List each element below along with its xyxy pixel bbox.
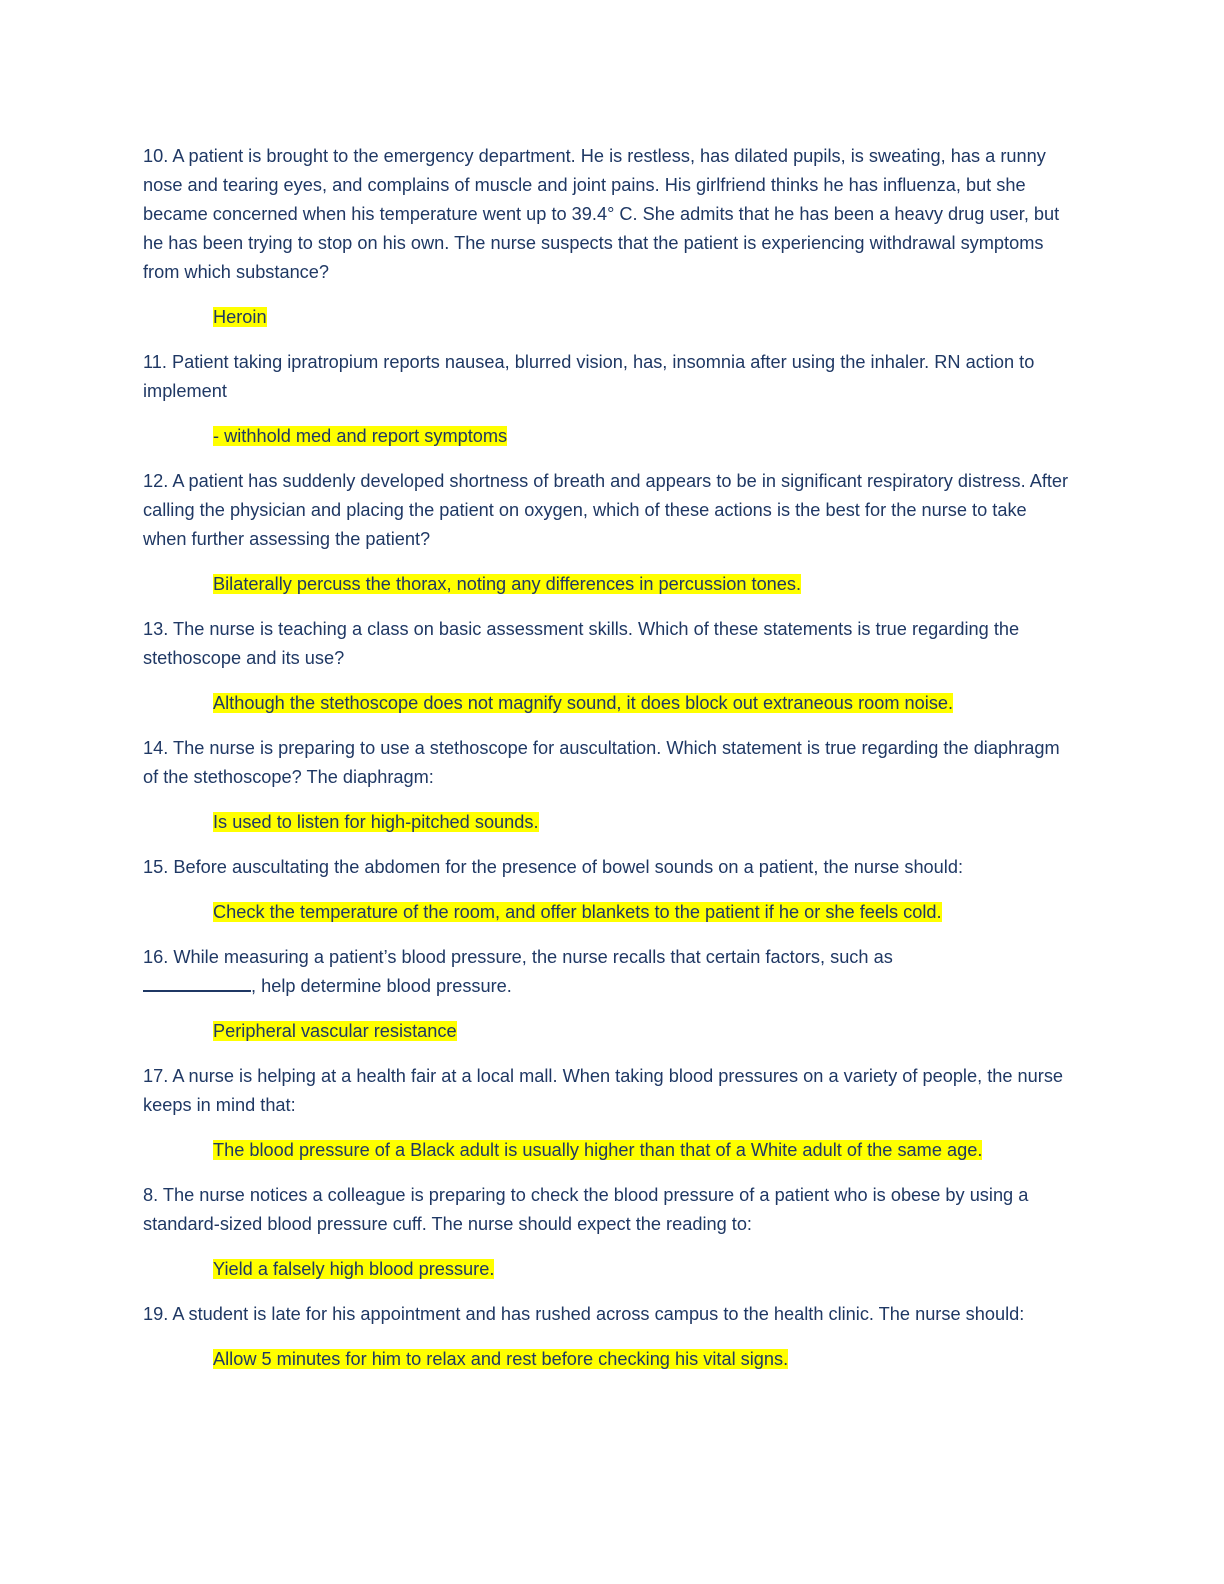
answer-18: [213, 1255, 1073, 1284]
fill-in-blank: [143, 972, 251, 992]
answer-highlight: Heroin: [213, 307, 267, 327]
answer-10: [213, 303, 1073, 332]
answer-highlight: Bilaterally percuss the thorax, noting any differences in percussion tones.: [213, 574, 802, 594]
answer-highlight: The blood pressure of a Black adult is usually higher than that of a White adult of the same age.: [213, 1140, 983, 1160]
answer-13: [213, 689, 1073, 718]
answer-19: [213, 1345, 1073, 1374]
answer-17: [213, 1136, 1073, 1165]
question-15: 15. Before auscultating the abdomen for the presence of bowel sounds on a patient, the nurse should:: [143, 857, 964, 877]
question-11: 11. Patient taking ipratropium reports nausea, blurred vision, has, insomnia after using the inhaler. RN action to implement: [143, 352, 1035, 401]
question-14: 14. The nurse is preparing to use a stethoscope for auscultation. Which statement is true regarding the diaphragm of the stethoscope? The diaphragm:: [143, 738, 1060, 787]
answer-highlight: Allow 5 minutes for him to relax and rest before checking his vital signs.: [213, 1349, 789, 1369]
answer-highlight: Check the temperature of the room, and offer blankets to the patient if he or she feels cold.: [213, 902, 942, 922]
question-16-part1: 16. While measuring a patient’s blood pressure, the nurse recalls that certain factors, such as: [143, 947, 893, 967]
question-13: 13. The nurse is teaching a class on basic assessment skills. Which of these statements is true regarding the stethoscope and its use?: [143, 619, 1020, 668]
document-page: [143, 142, 1073, 1390]
answer-highlight: - withhold med and report symptoms: [213, 426, 508, 446]
answer-11: [213, 422, 1073, 451]
answer-highlight: Is used to listen for high-pitched sounds.: [213, 812, 539, 832]
answer-15: [213, 898, 1073, 927]
answer-highlight: Peripheral vascular resistance: [213, 1021, 457, 1041]
question-16-part2: , help determine blood pressure.: [251, 976, 512, 996]
answer-highlight: Although the stethoscope does not magnify sound, it does block out extraneous room noise.: [213, 693, 954, 713]
question-16: [143, 943, 1073, 1001]
answer-12: [213, 570, 1073, 599]
answer-14: [213, 808, 1073, 837]
answer-16: [213, 1017, 1073, 1046]
answer-highlight: Yield a falsely high blood pressure.: [213, 1259, 495, 1279]
question-17: 17. A nurse is helping at a health fair at a local mall. When taking blood pressures on a variety of people, the nurse keeps in mind that:: [143, 1066, 1064, 1115]
question-18: 8. The nurse notices a colleague is preparing to check the blood pressure of a patient who is obese by using a standard-sized blood pressure cuff. The nurse should expect the reading to:: [143, 1185, 1029, 1234]
question-19: 19. A student is late for his appointment and has rushed across campus to the health clinic. The nurse should:: [143, 1304, 1025, 1324]
question-12: 12. A patient has suddenly developed shortness of breath and appears to be in significant respiratory distress. After calling the physician and placing the patient on oxygen, which of these actions is the best for the nurse to take when further assessing the patient?: [143, 471, 1069, 549]
question-10: 10. A patient is brought to the emergency department. He is restless, has dilated pupils, is sweating, has a runny nose and tearing eyes, and complains of muscle and joint pains. His girlfriend thinks he has influenza, but she became concerned when his temperature went up to 39.4° C. She admits that he has been a heavy drug user, but he has been trying to stop on his own. The nurse suspects that the patient is experiencing withdrawal symptoms from which substance?: [143, 146, 1060, 282]
